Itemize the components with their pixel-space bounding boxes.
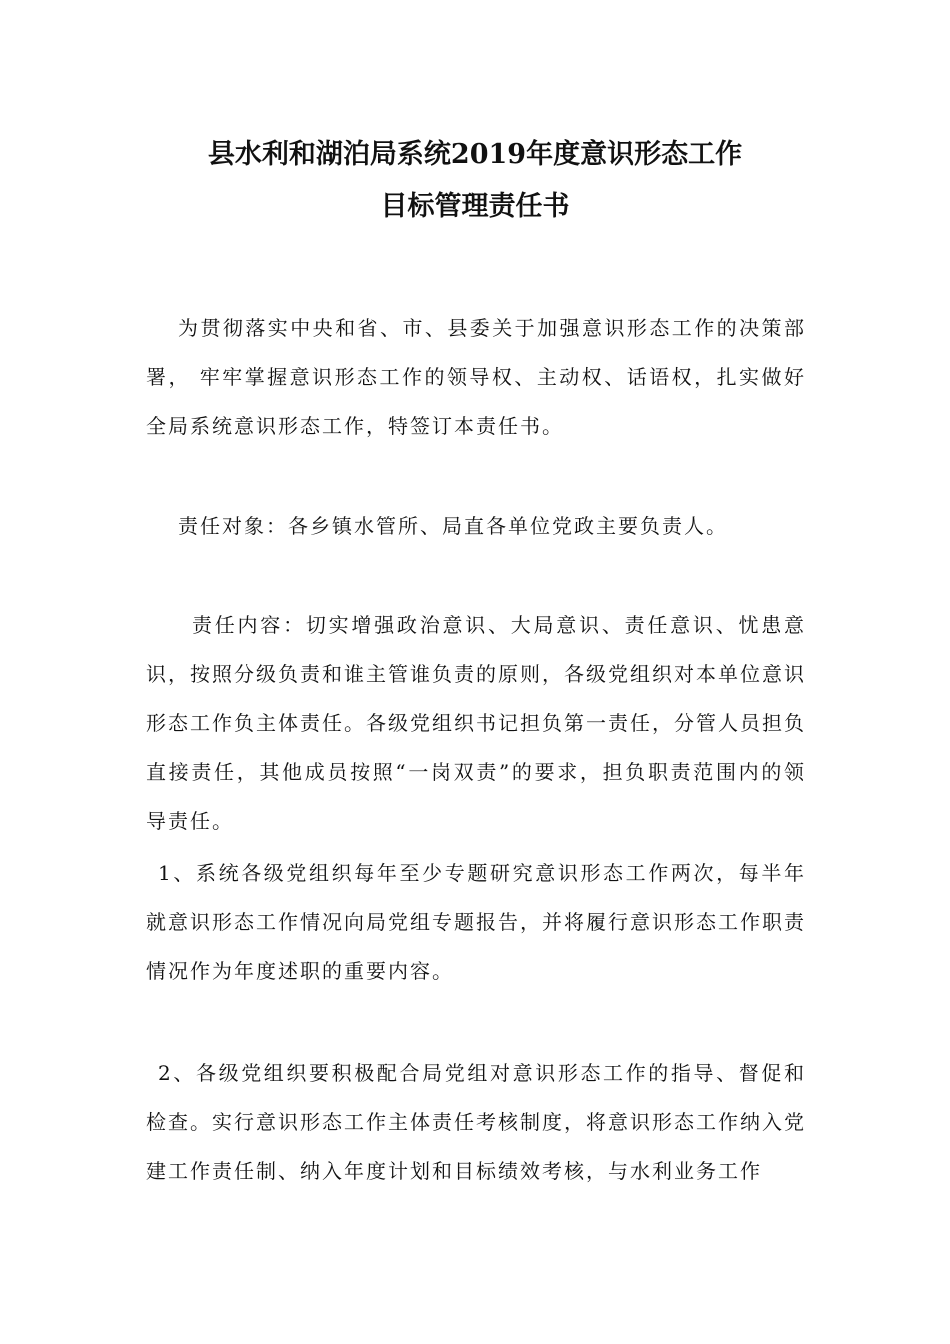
document-title-line-2: 目标管理责任书 [380, 191, 570, 222]
responsibility-target-paragraph: 责任对象：各乡镇水管所、局直各单位党政主要负责人。 [178, 514, 728, 538]
item-1-paragraph: 1、系统各级党组织每年至少专题研究意识形态工作两次，每半年就意识形态工作情况向局党组专题报告，并将履行意识形态工作职责情况作为年度述职的重要内容。 [146, 861, 806, 983]
intro-paragraph: 为贯彻落实中央和省、市、县委关于加强意识形态工作的决策部署， 牢牢掌握意识形态工作的领导权、主动权、话语权，扎实做好全局系统意识形态工作，特签订本责任书。 [146, 316, 806, 438]
document-title-line-1: 县水利和湖泊局系统2019年度意识形态工作 [207, 139, 743, 170]
item-2-paragraph: 2、各级党组织要积极配合局党组对意识形态工作的指导、督促和检查。实行意识形态工作主体责任考核制度，将意识形态工作纳入党建工作责任制、纳入年度计划和目标绩效考核，与水利业务工作 [146, 1061, 806, 1183]
responsibility-content-paragraph: 责任内容：切实增强政治意识、大局意识、责任意识、忧患意识，按照分级负责和谁主管谁负责的原则，各级党组织对本单位意识形态工作负主体责任。各级党组织书记担负第一责任，分管人员担负直接责任，其他成员按照“一岗双责”的要求，担负职责范围内的领导责任。 [146, 613, 806, 833]
